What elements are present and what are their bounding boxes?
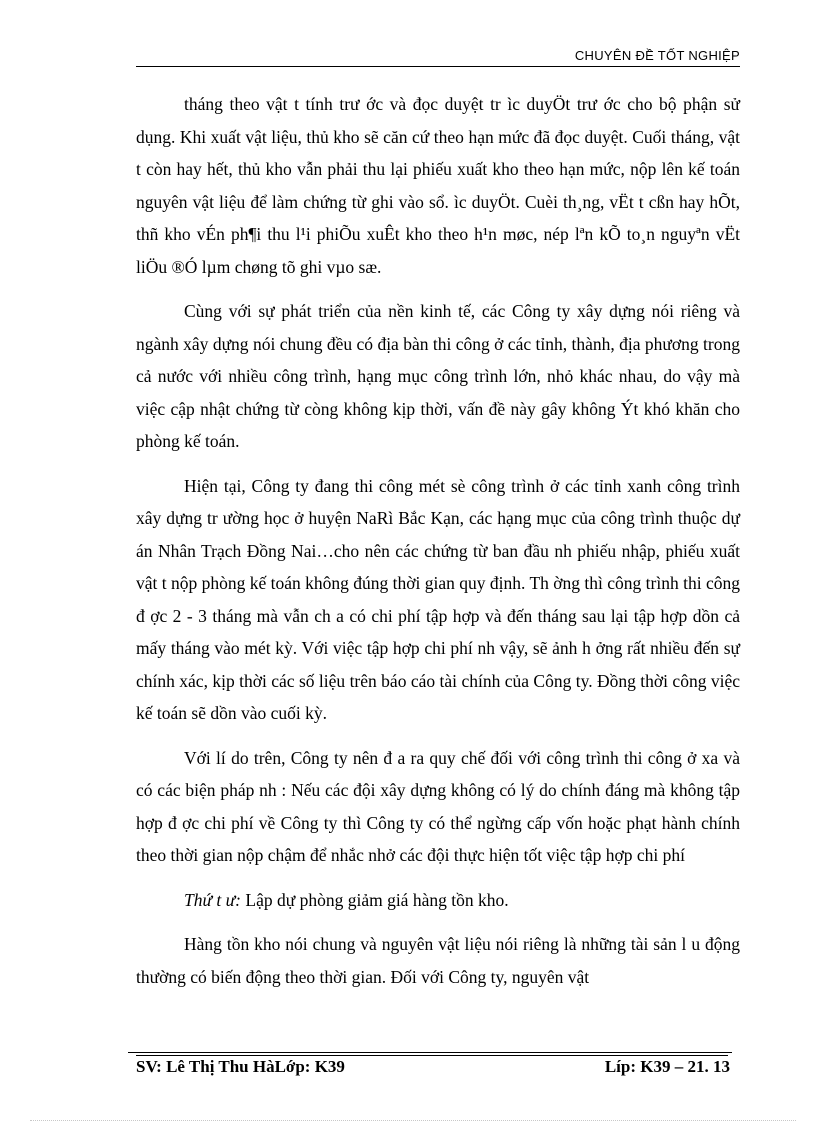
section-heading [136,884,740,917]
section-label: Thứ t ư: [184,889,242,910]
paragraph: Với lí do trên, Công ty nên đ a ra quy chế đối với công trình thi công ở xa và có các biện pháp nh : Nếu các đội xây dựng không có lý do chính đáng mà không tập hợp đ ợc chi phí về Công ty thì Công ty có thể ngừng cấp vốn hoặc phạt hành chính theo thời gian nộp chậm để nhắc nhở các đội thực hiện tốt việc tập hợp chi phí [136,747,740,865]
document-body [136,88,740,1005]
header-divider [136,66,740,67]
paragraph: Hàng tồn kho nói chung và nguyên vật liệu nói riêng là những tài sản l u động thường có biến động theo thời gian. Đối với Công ty, nguyên vật [136,934,740,987]
paragraph: Cùng với sự phát triển của nền kinh tế, các Công ty xây dựng nói riêng và ngành xây dựng nói chung đều có địa bàn thi công ở các tỉnh, thành, địa phương trong cả nước với nhiều công trình, hạng mục công trình lớn, nhỏ khác nhau, do vậy mà việc cập nhật chứng từ còng không kịp thời, vấn đề này gây không Ýt khó khăn cho phòng kế toán. [136,301,740,451]
footer-divider [128,1052,732,1053]
footer-class: Líp: K39 – 21. 13 [604,1057,730,1076]
footer-student: SV: Lê Thị Thu HàLớp: K39 [136,1057,345,1076]
paragraph: Hiện tại, Công ty đang thi công mét sè công trình ở các tỉnh xanh công trình xây dựng tr ường học ở huyện NaRì Bắc Kạn, các hạng mục của công trình thuộc dự án Nhân Trạch Đồng Nai…cho nên các chứng từ ban đầu nh phiếu nhập, phiếu xuất vật t nộp phòng kế toán không đúng thời gian quy định. Th ờng thì công trình thi công đ ợc 2 - 3 tháng mà vẫn ch a có chi phí tập hợp và đến tháng sau lại tập hợp dồn cả mấy tháng vào mét kỳ. Với việc tập hợp chi phí nh vậy, sẽ ảnh h ởng rất nhiều đến sự chính xác, kịp thời các số liệu trên báo cáo tài chính của Công ty. Đồng thời công việc kế toán sẽ dồn vào cuối kỳ. [136,475,740,723]
header-title: CHUYÊN ĐỀ TỐT NGHIỆP [574,48,740,63]
section-text: Lập dự phòng giảm giá hàng tồn kho. [241,889,509,910]
footer-divider [136,1055,728,1056]
paragraph: tháng theo vật t tính trư ớc và đọc duyệt tr ìc duyÖt trư ớc cho bộ phận sử dụng. Khi xuất vật liệu, thủ kho sẽ căn cứ theo hạn mức đã đọc duyệt. Cuối tháng, vật t còn hay hết, thủ kho vẫn phải thu lại phiếu xuất kho theo hạn mức, nộp lên kế toán nguyên vật liệu để làm chứng từ ghi vào sổ. ìc duyÖt. Cuèi th¸ng, vËt t cßn hay hÕt, thñ kho vÉn ph¶i thu l¹i phiÕu xuÊt kho theo h¹n møc, nép lªn kÕ to¸n nguyªn vËt liÖu ®Ó lµm chøng tõ ghi vµo sæ. [136,94,740,277]
page-edge [30,1120,796,1121]
